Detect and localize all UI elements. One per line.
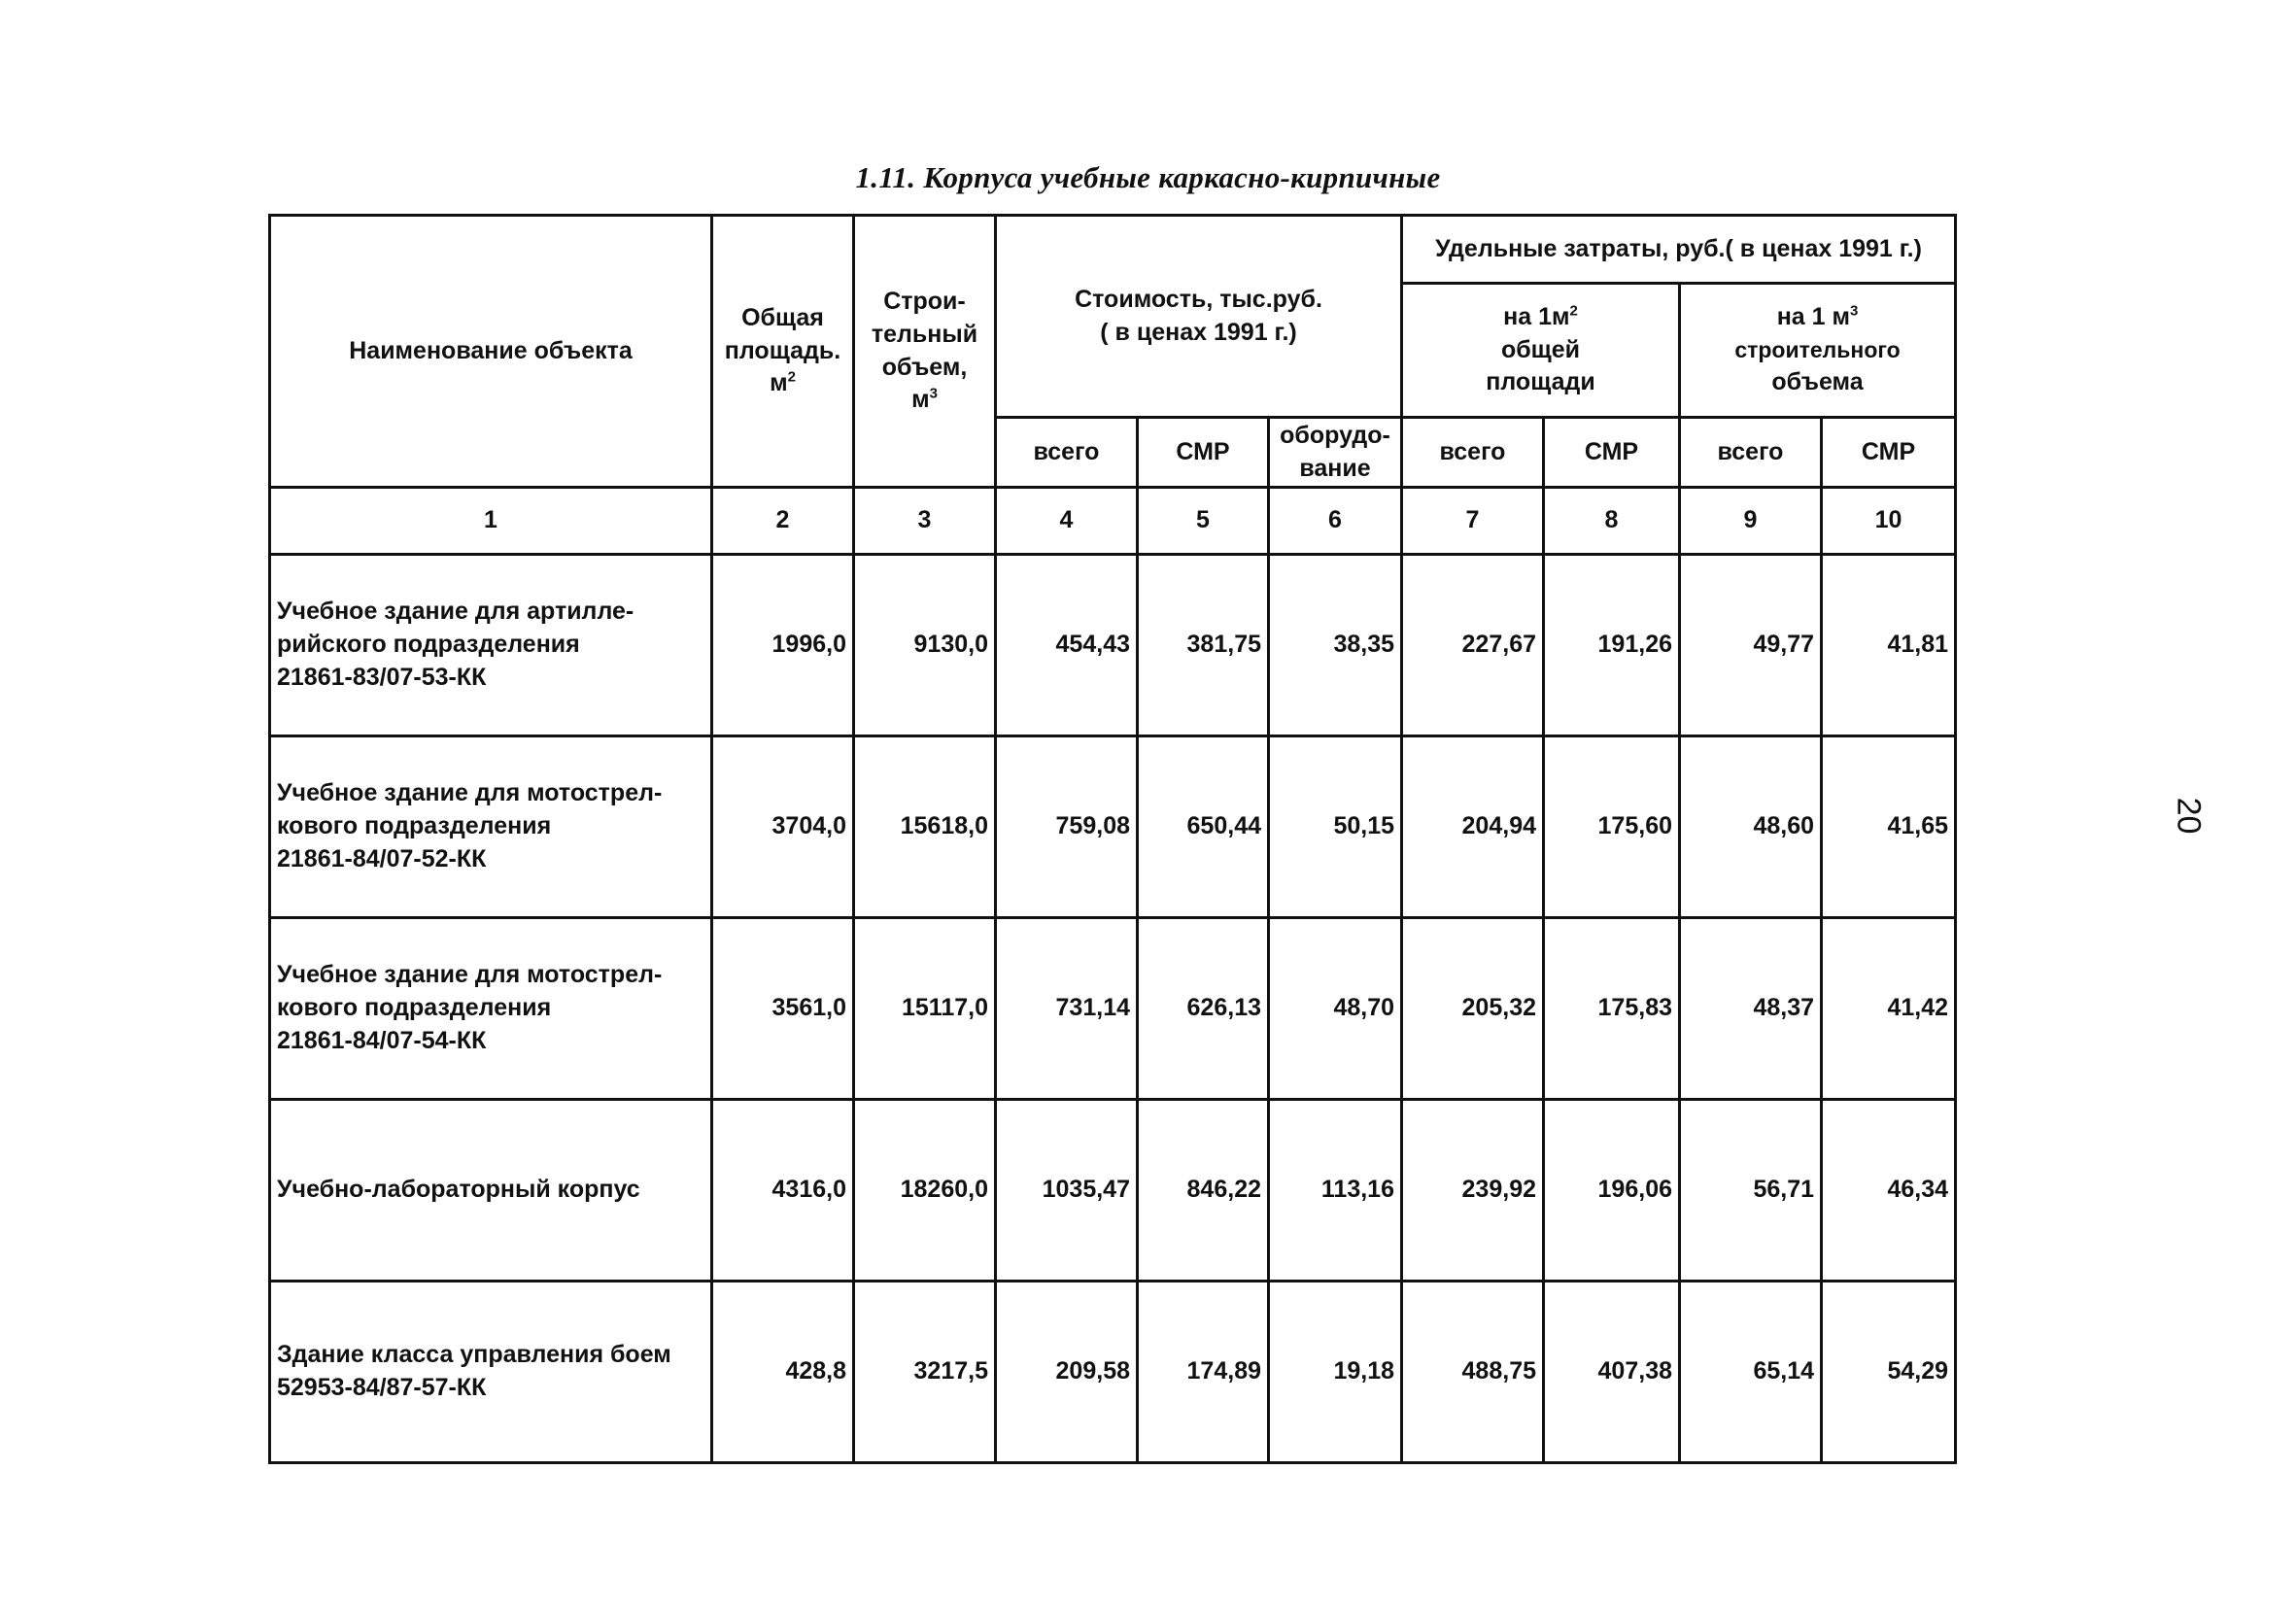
m3-smr-value: 41,65 xyxy=(1822,736,1956,918)
header-name-text: Наименование объекта xyxy=(349,336,633,364)
m3-smr-value: 41,81 xyxy=(1822,555,1956,736)
header-area-line1: Общая xyxy=(741,303,824,331)
object-name-line: кового подразделения xyxy=(277,994,552,1022)
column-number: 4 xyxy=(996,488,1138,555)
column-number: 3 xyxy=(854,488,996,555)
header-cost-line1: Стоимость, тыс.руб. xyxy=(1075,285,1322,313)
header-area-unit: м xyxy=(770,369,788,397)
column-number: 10 xyxy=(1822,488,1956,555)
area-value: 428,8 xyxy=(712,1282,854,1463)
cost-total-value: 731,14 xyxy=(996,918,1138,1100)
page-title: 1.11. Корпуса учебные каркасно-кирпичные xyxy=(855,160,1441,194)
header-cost-equipment-line1: оборудо- xyxy=(1280,421,1390,449)
header-per-m2-line3: площади xyxy=(1486,368,1595,396)
header-m2-total: всего xyxy=(1402,418,1544,488)
header-volume xyxy=(854,216,996,488)
area-value: 3561,0 xyxy=(712,918,854,1100)
header-per-m3-line2: строительного xyxy=(1734,336,1901,362)
object-name-cell xyxy=(270,918,712,1100)
cost-total-value: 209,58 xyxy=(996,1282,1138,1463)
m2-total-value: 205,32 xyxy=(1402,918,1544,1100)
header-volume-unit: м xyxy=(911,386,930,414)
header-cost-equipment xyxy=(1269,418,1402,488)
volume-value: 15618,0 xyxy=(854,736,996,918)
object-name-line: 21861-84/07-54-КК xyxy=(277,1026,487,1054)
header-volume-line1: Строи- xyxy=(883,288,966,315)
m2-smr-value: 175,60 xyxy=(1544,736,1680,918)
m2-total-value: 488,75 xyxy=(1402,1282,1544,1463)
m2-total-value: 227,67 xyxy=(1402,555,1544,736)
header-per-m3-line3: объема xyxy=(1771,368,1864,396)
area-value: 3704,0 xyxy=(712,736,854,918)
cost-equipment-value: 48,70 xyxy=(1269,918,1402,1100)
column-number: 5 xyxy=(1138,488,1269,555)
object-name-cell xyxy=(270,1100,712,1282)
header-specific xyxy=(1402,216,1956,284)
cost-total-value: 454,43 xyxy=(996,555,1138,736)
header-per-m2-prefix: на 1м xyxy=(1503,302,1570,330)
header-area xyxy=(712,216,854,488)
object-name-line: кового подразделения xyxy=(277,812,552,840)
header-per-m2-line2: общей xyxy=(1500,335,1581,363)
header-per-m3-prefix: на 1 м xyxy=(1776,302,1850,330)
m2-total-value: 239,92 xyxy=(1402,1100,1544,1282)
m2-total-value: 204,94 xyxy=(1402,736,1544,918)
header-specific-text: Удельные затраты, руб.( в ценах 1991 г.) xyxy=(1435,234,1922,262)
m3-total-value: 65,14 xyxy=(1680,1282,1822,1463)
cost-table xyxy=(268,214,1957,1464)
header-volume-line2: тельный xyxy=(871,320,978,348)
header-area-line2: площадь. xyxy=(724,336,841,364)
cost-equipment-value: 113,16 xyxy=(1269,1100,1402,1282)
m3-total-value: 49,77 xyxy=(1680,555,1822,736)
cost-total-value: 759,08 xyxy=(996,736,1138,918)
cost-equipment-value: 19,18 xyxy=(1269,1282,1402,1463)
header-m3-smr: СМР xyxy=(1822,418,1956,488)
table-row xyxy=(270,736,1956,918)
cost-smr-value: 650,44 xyxy=(1138,736,1269,918)
header-per-m3-sup: 3 xyxy=(1849,302,1859,320)
object-name-line: Учебное здание для мотострел- xyxy=(277,779,663,807)
cost-smr-value: 846,22 xyxy=(1138,1100,1269,1282)
m3-smr-value: 41,42 xyxy=(1822,918,1956,1100)
m3-smr-value: 46,34 xyxy=(1822,1100,1956,1282)
header-cost-equipment-line2: вание xyxy=(1299,454,1371,482)
table-row xyxy=(270,1282,1956,1463)
cost-smr-value: 626,13 xyxy=(1138,918,1269,1100)
header-per-m3 xyxy=(1680,284,1956,418)
cost-smr-value: 381,75 xyxy=(1138,555,1269,736)
m3-total-value: 48,37 xyxy=(1680,918,1822,1100)
object-name-line: Здание класса управления боем xyxy=(277,1341,671,1369)
column-number: 7 xyxy=(1402,488,1544,555)
header-m3-total: всего xyxy=(1680,418,1822,488)
header-cost-smr: СМР xyxy=(1138,418,1269,488)
header-per-m2-sup: 2 xyxy=(1569,302,1578,320)
header-volume-sup: 3 xyxy=(929,385,938,402)
m3-total-value: 56,71 xyxy=(1680,1100,1822,1282)
table-row xyxy=(270,918,1956,1100)
m3-total-value: 48,60 xyxy=(1680,736,1822,918)
header-m2-smr: СМР xyxy=(1544,418,1680,488)
object-name-line: рийского подразделения xyxy=(277,631,580,659)
table-row xyxy=(270,1100,1956,1282)
object-name-cell xyxy=(270,736,712,918)
object-name-cell xyxy=(270,1282,712,1463)
table-row xyxy=(270,555,1956,736)
m2-smr-value: 407,38 xyxy=(1544,1282,1680,1463)
m3-smr-value: 54,29 xyxy=(1822,1282,1956,1463)
object-name-cell xyxy=(270,555,712,736)
m2-smr-value: 191,26 xyxy=(1544,555,1680,736)
m2-smr-value: 196,06 xyxy=(1544,1100,1680,1282)
column-number-row xyxy=(270,488,1956,555)
object-name-line: 21861-84/07-52-КК xyxy=(277,844,487,872)
column-number: 9 xyxy=(1680,488,1822,555)
column-number: 2 xyxy=(712,488,854,555)
column-number: 6 xyxy=(1269,488,1402,555)
cost-smr-value: 174,89 xyxy=(1138,1282,1269,1463)
header-volume-line3: объем, xyxy=(881,353,968,381)
volume-value: 15117,0 xyxy=(854,918,996,1100)
header-cost-line2: ( в ценах 1991 г.) xyxy=(1100,318,1297,346)
cost-equipment-value: 38,35 xyxy=(1269,555,1402,736)
cost-equipment-value: 50,15 xyxy=(1269,736,1402,918)
header-area-sup: 2 xyxy=(787,369,796,387)
area-value: 4316,0 xyxy=(712,1100,854,1282)
object-name-line: 52953-84/87-57-КК xyxy=(277,1374,487,1401)
volume-value: 9130,0 xyxy=(854,555,996,736)
cost-total-value: 1035,47 xyxy=(996,1100,1138,1282)
column-number: 8 xyxy=(1544,488,1680,555)
object-name-line: Учебно-лабораторный корпус xyxy=(277,1176,640,1204)
object-name-line: Учебное здание для артилле- xyxy=(277,598,634,626)
object-name-line: Учебное здание для мотострел- xyxy=(277,961,663,989)
volume-value: 18260,0 xyxy=(854,1100,996,1282)
column-number: 1 xyxy=(270,488,712,555)
header-cost-total: всего xyxy=(996,418,1138,488)
volume-value: 3217,5 xyxy=(854,1282,996,1463)
area-value: 1996,0 xyxy=(712,555,854,736)
object-name-line: 21861-83/07-53-КК xyxy=(277,663,487,691)
header-row-1 xyxy=(270,216,1956,284)
m2-smr-value: 175,83 xyxy=(1544,918,1680,1100)
page-number: 20 xyxy=(2170,797,2208,835)
header-per-m2 xyxy=(1402,284,1680,418)
header-name xyxy=(270,216,712,488)
header-cost xyxy=(996,216,1402,418)
